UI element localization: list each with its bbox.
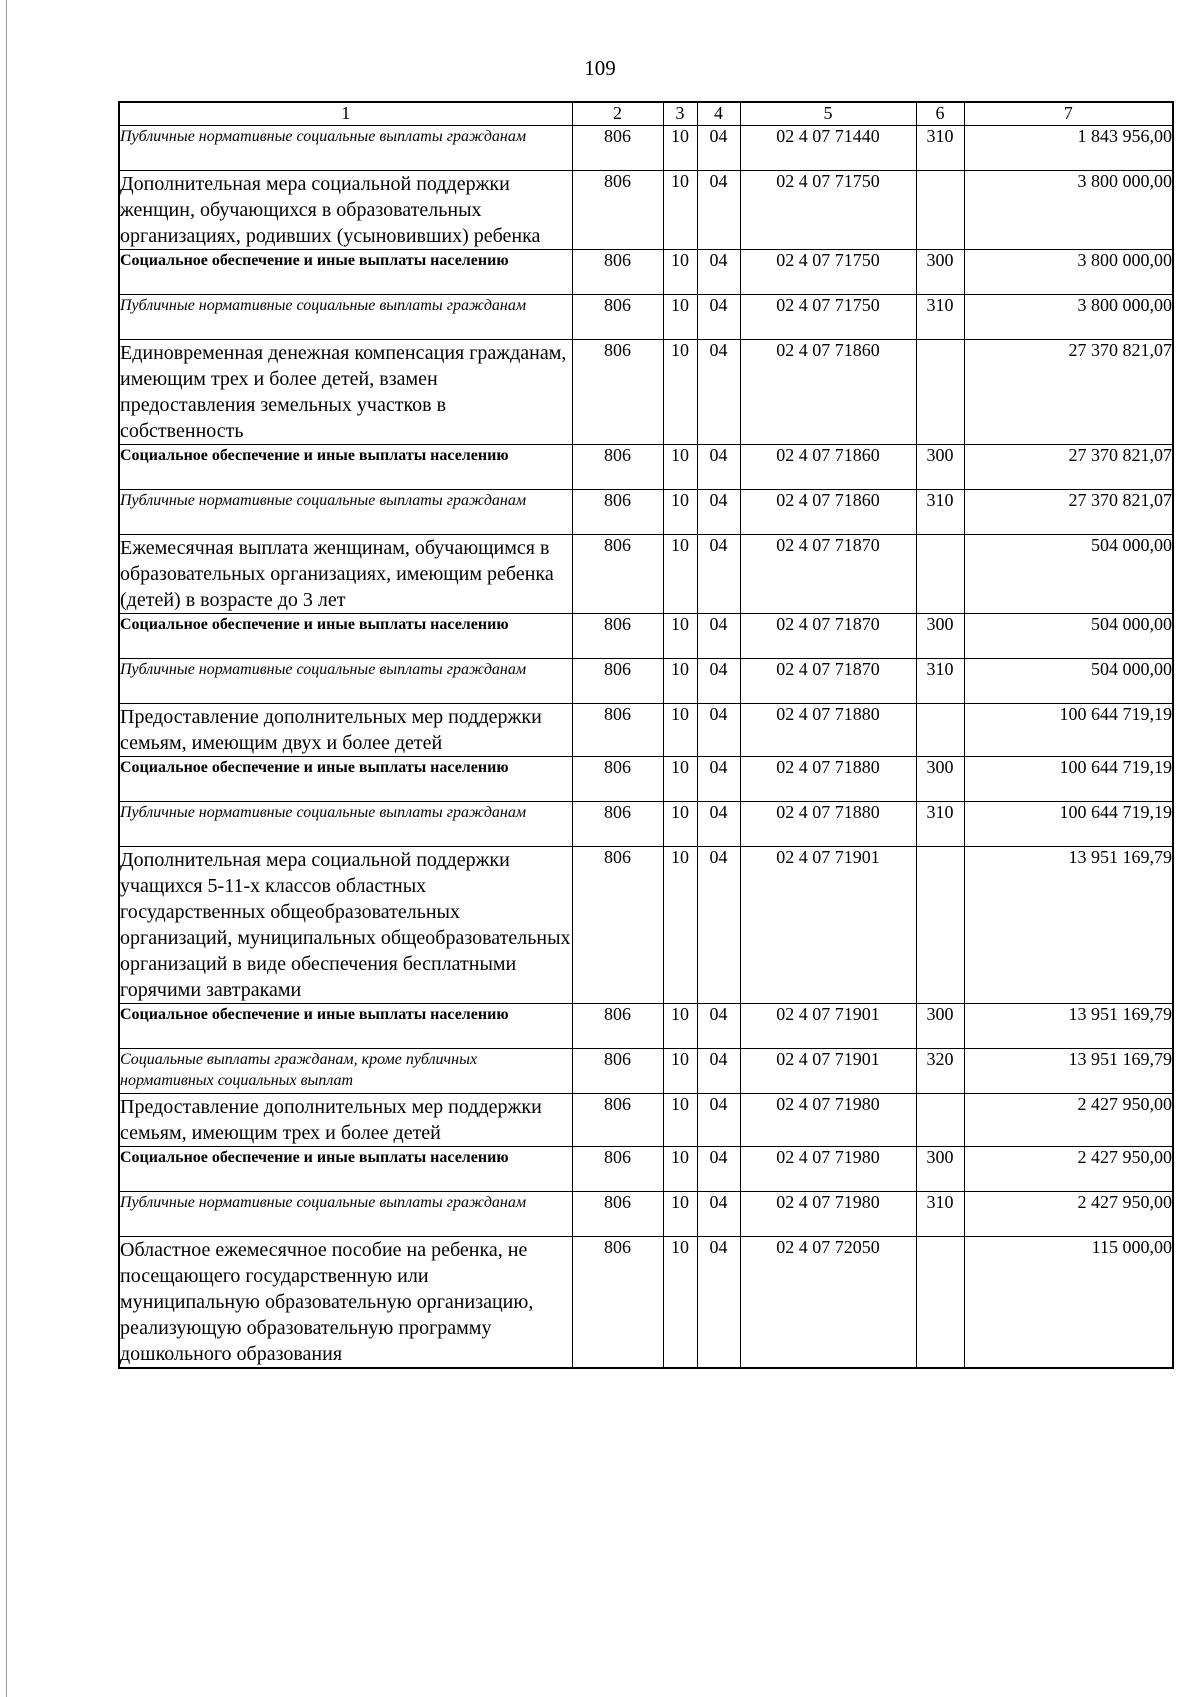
item-name-cell: Социальное обеспечение и иные выплаты населению xyxy=(119,757,572,802)
amount-cell: 13 951 169,79 xyxy=(964,1049,1173,1094)
expense-type-cell: 310 xyxy=(916,802,964,847)
amount-cell: 504 000,00 xyxy=(964,614,1173,659)
target-article-cell: 02 4 07 71980 xyxy=(740,1192,916,1237)
table-row xyxy=(119,757,1173,802)
item-name-cell: Дополнительная мера социальной поддержки учащихся 5-11-х классов областных государственных общеобразовательных организаций, муниципальных общеобразовательных организаций в виде обеспечения бесплатными горячими завтраками xyxy=(119,847,572,1004)
header-cell: 5 xyxy=(740,102,916,126)
section-code-cell: 10 xyxy=(663,445,697,490)
header-cell: 4 xyxy=(697,102,740,126)
department-code-cell: 806 xyxy=(572,847,663,1004)
expense-type-cell: 300 xyxy=(916,757,964,802)
subsection-code-cell: 04 xyxy=(697,659,740,704)
header-cell: 2 xyxy=(572,102,663,126)
section-code-cell: 10 xyxy=(663,171,697,250)
amount-cell: 100 644 719,19 xyxy=(964,802,1173,847)
table-row xyxy=(119,1147,1173,1192)
department-code-cell: 806 xyxy=(572,295,663,340)
page-number: 109 xyxy=(584,56,616,80)
subsection-code-cell: 04 xyxy=(697,445,740,490)
target-article-cell: 02 4 07 71901 xyxy=(740,1004,916,1049)
expense-type-cell xyxy=(916,847,964,1004)
section-code-cell: 10 xyxy=(663,614,697,659)
section-code-cell: 10 xyxy=(663,704,697,757)
item-name-cell: Предоставление дополнительных мер поддержки семьям, имеющим трех и более детей xyxy=(119,1094,572,1147)
expense-type-cell: 300 xyxy=(916,1147,964,1192)
department-code-cell: 806 xyxy=(572,171,663,250)
target-article-cell: 02 4 07 71901 xyxy=(740,847,916,1004)
table-row xyxy=(119,1004,1173,1049)
amount-cell: 100 644 719,19 xyxy=(964,704,1173,757)
expense-type-cell: 320 xyxy=(916,1049,964,1094)
table-row xyxy=(119,614,1173,659)
amount-cell: 504 000,00 xyxy=(964,535,1173,614)
subsection-code-cell: 04 xyxy=(697,757,740,802)
table-row xyxy=(119,171,1173,250)
section-code-cell: 10 xyxy=(663,1004,697,1049)
target-article-cell: 02 4 07 71860 xyxy=(740,340,916,445)
section-code-cell: 10 xyxy=(663,757,697,802)
section-code-cell: 10 xyxy=(663,1237,697,1369)
target-article-cell: 02 4 07 71870 xyxy=(740,659,916,704)
target-article-cell: 02 4 07 71980 xyxy=(740,1147,916,1192)
subsection-code-cell: 04 xyxy=(697,1094,740,1147)
target-article-cell: 02 4 07 71750 xyxy=(740,295,916,340)
expense-type-cell: 300 xyxy=(916,614,964,659)
amount-cell: 115 000,00 xyxy=(964,1237,1173,1369)
expense-type-cell: 310 xyxy=(916,659,964,704)
department-code-cell: 806 xyxy=(572,445,663,490)
department-code-cell: 806 xyxy=(572,757,663,802)
amount-cell: 27 370 821,07 xyxy=(964,445,1173,490)
amount-cell: 1 843 956,00 xyxy=(964,126,1173,171)
target-article-cell: 02 4 07 71980 xyxy=(740,1094,916,1147)
department-code-cell: 806 xyxy=(572,704,663,757)
header-cell: 7 xyxy=(964,102,1173,126)
subsection-code-cell: 04 xyxy=(697,1237,740,1369)
section-code-cell: 10 xyxy=(663,1147,697,1192)
expense-type-cell: 310 xyxy=(916,295,964,340)
department-code-cell: 806 xyxy=(572,1237,663,1369)
expense-type-cell: 300 xyxy=(916,250,964,295)
subsection-code-cell: 04 xyxy=(697,295,740,340)
table-row xyxy=(119,802,1173,847)
target-article-cell: 02 4 07 71860 xyxy=(740,445,916,490)
amount-cell: 3 800 000,00 xyxy=(964,295,1173,340)
item-name-cell: Социальные выплаты гражданам, кроме публичных нормативных социальных выплат xyxy=(119,1049,572,1094)
table-header-row xyxy=(119,102,1173,126)
target-article-cell: 02 4 07 71880 xyxy=(740,757,916,802)
table-row xyxy=(119,490,1173,535)
header-cell: 1 xyxy=(119,102,572,126)
target-article-cell: 02 4 07 71750 xyxy=(740,250,916,295)
department-code-cell: 806 xyxy=(572,1192,663,1237)
subsection-code-cell: 04 xyxy=(697,250,740,295)
department-code-cell: 806 xyxy=(572,1094,663,1147)
table-row xyxy=(119,126,1173,171)
table-row xyxy=(119,295,1173,340)
subsection-code-cell: 04 xyxy=(697,490,740,535)
amount-cell: 3 800 000,00 xyxy=(964,171,1173,250)
section-code-cell: 10 xyxy=(663,295,697,340)
amount-cell: 504 000,00 xyxy=(964,659,1173,704)
expense-type-cell xyxy=(916,1094,964,1147)
item-name-cell: Публичные нормативные социальные выплаты гражданам xyxy=(119,490,572,535)
department-code-cell: 806 xyxy=(572,340,663,445)
item-name-cell: Областное ежемесячное пособие на ребенка, не посещающего государственную или муниципальную образовательную организацию, реализующую образовательную программу дошкольного образования xyxy=(119,1237,572,1369)
table-row xyxy=(119,659,1173,704)
department-code-cell: 806 xyxy=(572,1004,663,1049)
table-row xyxy=(119,250,1173,295)
department-code-cell: 806 xyxy=(572,1049,663,1094)
item-name-cell: Публичные нормативные социальные выплаты гражданам xyxy=(119,295,572,340)
item-name-cell: Публичные нормативные социальные выплаты гражданам xyxy=(119,126,572,171)
amount-cell: 3 800 000,00 xyxy=(964,250,1173,295)
header-cell: 3 xyxy=(663,102,697,126)
section-code-cell: 10 xyxy=(663,659,697,704)
scan-margin-line xyxy=(6,0,7,1697)
section-code-cell: 10 xyxy=(663,1049,697,1094)
amount-cell: 27 370 821,07 xyxy=(964,340,1173,445)
expense-type-cell: 300 xyxy=(916,445,964,490)
item-name-cell: Дополнительная мера социальной поддержки женщин, обучающихся в образовательных организациях, родивших (усыновивших) ребенка xyxy=(119,171,572,250)
target-article-cell: 02 4 07 71880 xyxy=(740,802,916,847)
section-code-cell: 10 xyxy=(663,340,697,445)
subsection-code-cell: 04 xyxy=(697,1004,740,1049)
target-article-cell: 02 4 07 71880 xyxy=(740,704,916,757)
expense-type-cell: 310 xyxy=(916,490,964,535)
subsection-code-cell: 04 xyxy=(697,171,740,250)
target-article-cell: 02 4 07 71870 xyxy=(740,535,916,614)
target-article-cell: 02 4 07 71750 xyxy=(740,171,916,250)
budget-table xyxy=(118,101,1174,1369)
item-name-cell: Социальное обеспечение и иные выплаты населению xyxy=(119,614,572,659)
item-name-cell: Социальное обеспечение и иные выплаты населению xyxy=(119,250,572,295)
department-code-cell: 806 xyxy=(572,659,663,704)
section-code-cell: 10 xyxy=(663,250,697,295)
table-row xyxy=(119,340,1173,445)
header-cell: 6 xyxy=(916,102,964,126)
table-row xyxy=(119,535,1173,614)
expense-type-cell xyxy=(916,535,964,614)
department-code-cell: 806 xyxy=(572,614,663,659)
item-name-cell: Социальное обеспечение и иные выплаты населению xyxy=(119,445,572,490)
subsection-code-cell: 04 xyxy=(697,847,740,1004)
item-name-cell: Публичные нормативные социальные выплаты гражданам xyxy=(119,802,572,847)
expense-type-cell: 310 xyxy=(916,1192,964,1237)
department-code-cell: 806 xyxy=(572,802,663,847)
target-article-cell: 02 4 07 71870 xyxy=(740,614,916,659)
expense-type-cell: 310 xyxy=(916,126,964,171)
target-article-cell: 02 4 07 71860 xyxy=(740,490,916,535)
section-code-cell: 10 xyxy=(663,490,697,535)
section-code-cell: 10 xyxy=(663,1094,697,1147)
subsection-code-cell: 04 xyxy=(697,1049,740,1094)
department-code-cell: 806 xyxy=(572,250,663,295)
department-code-cell: 806 xyxy=(572,490,663,535)
expense-type-cell xyxy=(916,171,964,250)
table-row xyxy=(119,1237,1173,1369)
amount-cell: 27 370 821,07 xyxy=(964,490,1173,535)
department-code-cell: 806 xyxy=(572,1147,663,1192)
expense-type-cell xyxy=(916,704,964,757)
item-name-cell: Публичные нормативные социальные выплаты гражданам xyxy=(119,659,572,704)
amount-cell: 2 427 950,00 xyxy=(964,1192,1173,1237)
table-row xyxy=(119,1192,1173,1237)
table-row xyxy=(119,1049,1173,1094)
section-code-cell: 10 xyxy=(663,802,697,847)
section-code-cell: 10 xyxy=(663,126,697,171)
section-code-cell: 10 xyxy=(663,847,697,1004)
item-name-cell: Ежемесячная выплата женщинам, обучающимся в образовательных организациях, имеющим ребенка (детей) в возрасте до 3 лет xyxy=(119,535,572,614)
section-code-cell: 10 xyxy=(663,1192,697,1237)
table-row xyxy=(119,704,1173,757)
subsection-code-cell: 04 xyxy=(697,126,740,171)
expense-type-cell xyxy=(916,340,964,445)
subsection-code-cell: 04 xyxy=(697,535,740,614)
item-name-cell: Публичные нормативные социальные выплаты гражданам xyxy=(119,1192,572,1237)
expense-type-cell: 300 xyxy=(916,1004,964,1049)
amount-cell: 2 427 950,00 xyxy=(964,1147,1173,1192)
table-row xyxy=(119,1094,1173,1147)
subsection-code-cell: 04 xyxy=(697,1192,740,1237)
target-article-cell: 02 4 07 71440 xyxy=(740,126,916,171)
department-code-cell: 806 xyxy=(572,535,663,614)
amount-cell: 13 951 169,79 xyxy=(964,847,1173,1004)
section-code-cell: 10 xyxy=(663,535,697,614)
amount-cell: 2 427 950,00 xyxy=(964,1094,1173,1147)
subsection-code-cell: 04 xyxy=(697,1147,740,1192)
subsection-code-cell: 04 xyxy=(697,340,740,445)
department-code-cell: 806 xyxy=(572,126,663,171)
amount-cell: 13 951 169,79 xyxy=(964,1004,1173,1049)
table-row xyxy=(119,445,1173,490)
amount-cell: 100 644 719,19 xyxy=(964,757,1173,802)
item-name-cell: Единовременная денежная компенсация гражданам, имеющим трех и более детей, взамен предоставления земельных участков в собственность xyxy=(119,340,572,445)
table-row xyxy=(119,847,1173,1004)
subsection-code-cell: 04 xyxy=(697,704,740,757)
item-name-cell: Социальное обеспечение и иные выплаты населению xyxy=(119,1147,572,1192)
target-article-cell: 02 4 07 72050 xyxy=(740,1237,916,1369)
item-name-cell: Социальное обеспечение и иные выплаты населению xyxy=(119,1004,572,1049)
item-name-cell: Предоставление дополнительных мер поддержки семьям, имеющим двух и более детей xyxy=(119,704,572,757)
subsection-code-cell: 04 xyxy=(697,614,740,659)
subsection-code-cell: 04 xyxy=(697,802,740,847)
expense-type-cell xyxy=(916,1237,964,1369)
target-article-cell: 02 4 07 71901 xyxy=(740,1049,916,1094)
